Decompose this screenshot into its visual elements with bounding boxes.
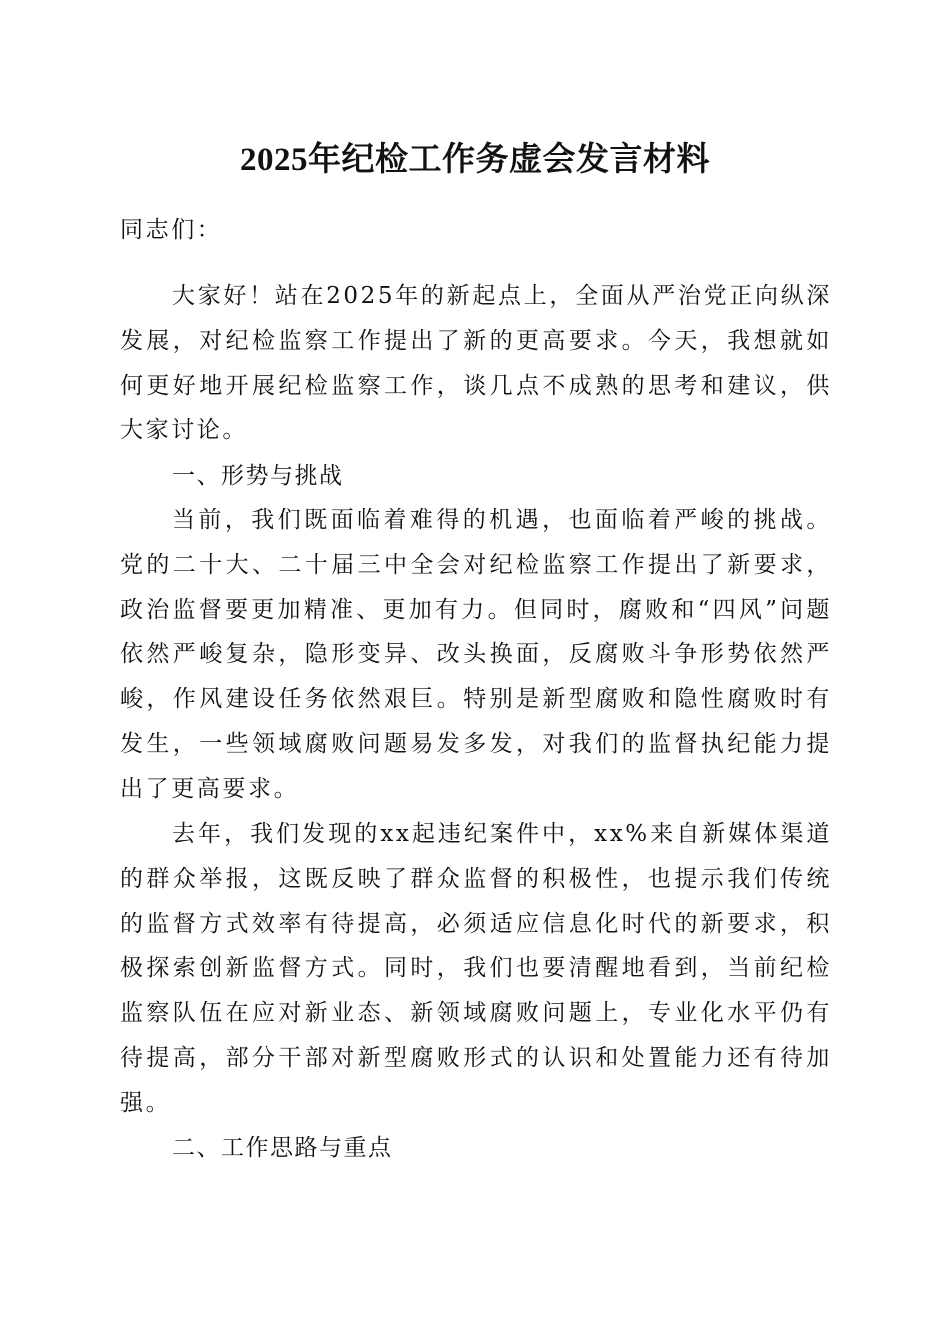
section-heading-2: 二、工作思路与重点	[172, 1135, 393, 1161]
salutation: 同志们：	[120, 217, 223, 243]
paragraph-last-year: 去年，我们发现的xx起违纪案件中，xx%来自新媒体渠道的群众举报，这既反映了群众监督的积极性，也提示我们传统的监督方式效率有待提高，必须适应信息化时代的新要求，积极探索创新监督方式。同时，我们也要清醒地看到，当前纪检监察队伍在应对新业态、新领域腐败问题上，专业化水平仍有待提高，部分干部对新型腐败形式的认识和处置能力还有待加强。	[120, 821, 832, 1116]
section-heading-1: 一、形势与挑战	[172, 463, 344, 489]
paragraph-situation: 当前，我们既面临着难得的机遇，也面临着严峻的挑战。党的二十大、二十届三中全会对纪检监察工作提出了新要求，政治监督要更加精准、更加有力。但同时，腐败和“四风”问题依然严峻复杂，隐形变异、改头换面，反腐败斗争形势依然严峻，作风建设任务依然艰巨。特别是新型腐败和隐性腐败时有发生，一些领域腐败问题易发多发，对我们的监督执纪能力提出了更高要求。	[120, 507, 832, 802]
paragraph-intro: 大家好！站在2025年的新起点上，全面从严治党正向纵深发展，对纪检监察工作提出了新的更高要求。今天，我想就如何更好地开展纪检监察工作，谈几点不成熟的思考和建议，供大家讨论。	[120, 283, 832, 444]
document-title: 2025年纪检工作务虚会发言材料	[240, 142, 710, 178]
